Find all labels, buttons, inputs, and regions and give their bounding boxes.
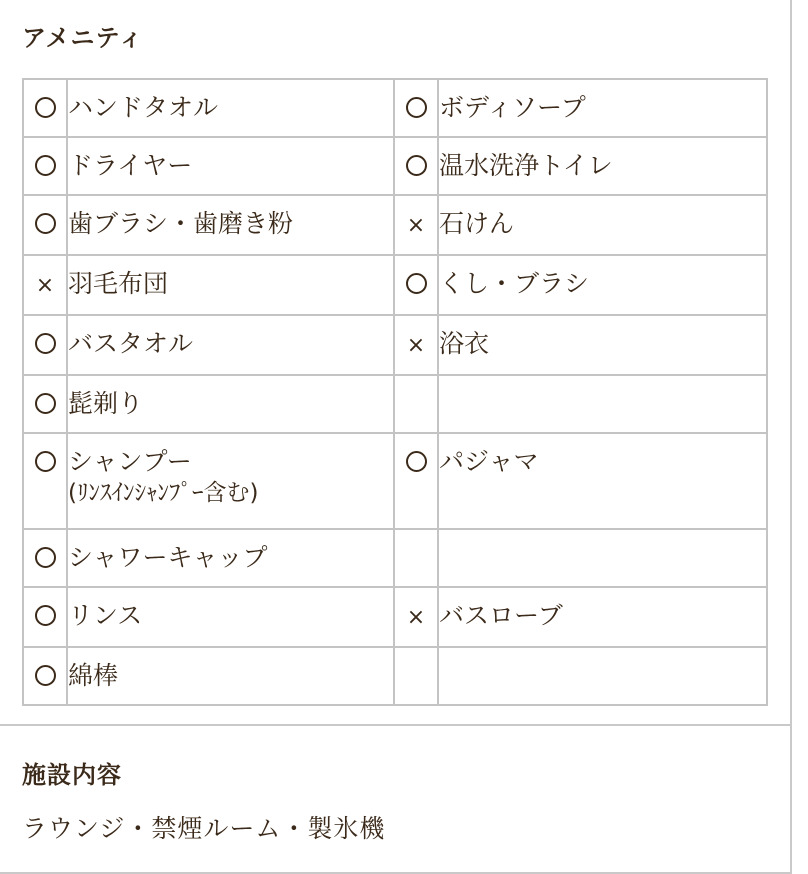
left-amenity-label (67, 137, 394, 195)
amenity-row (23, 647, 767, 705)
right-availability-mark (394, 79, 438, 137)
amenity-row (23, 195, 767, 255)
amenity-name: バスタオル (68, 329, 194, 358)
left-availability-mark (23, 137, 67, 195)
unavailable-cross-icon: × (406, 213, 426, 238)
right-amenity-label (438, 587, 767, 647)
right-amenity-label (438, 137, 767, 195)
left-availability-mark (23, 195, 67, 255)
available-circle-icon (35, 333, 56, 354)
amenity-row (23, 375, 767, 433)
right-amenity-label (438, 79, 767, 137)
left-amenity-label (67, 647, 394, 705)
amenity-name: ドライヤー (68, 151, 193, 180)
amenity-name: パジャマ (439, 447, 539, 476)
available-circle-icon (35, 451, 56, 472)
amenity-table (22, 78, 768, 706)
amenity-name: 石けん (439, 209, 515, 238)
right-availability-mark (394, 433, 438, 529)
left-amenity-label (67, 587, 394, 647)
available-circle-icon (406, 155, 427, 176)
amenity-name: ハンドタオル (68, 93, 219, 122)
amenity-name: 綿棒 (68, 661, 119, 690)
left-availability-mark (23, 79, 67, 137)
amenity-name: 髭剃り (68, 389, 144, 418)
available-circle-icon (406, 451, 427, 472)
right-amenity-label (438, 315, 767, 375)
unavailable-cross-icon: × (35, 273, 55, 298)
facility-list: ラウンジ・禁煙ルーム・製氷機 (22, 814, 386, 843)
available-circle-icon (35, 155, 56, 176)
right-availability-mark (394, 647, 438, 705)
right-availability-mark (394, 315, 438, 375)
facility-section-title: 施設内容 (22, 761, 122, 789)
left-amenity-label (67, 529, 394, 587)
unavailable-cross-icon: × (406, 333, 426, 358)
available-circle-icon (35, 547, 56, 568)
amenity-name: 歯ブラシ・歯磨き粉 (68, 209, 294, 238)
amenity-name: シャワーキャップ (68, 543, 268, 572)
left-availability-mark (23, 433, 67, 529)
amenity-section-title: アメニティ (22, 24, 144, 52)
available-circle-icon (35, 97, 56, 118)
available-circle-icon (35, 393, 56, 414)
available-circle-icon (35, 665, 56, 686)
amenity-row (23, 315, 767, 375)
left-amenity-label (67, 79, 394, 137)
left-amenity-label (67, 375, 394, 433)
left-availability-mark (23, 587, 67, 647)
right-amenity-label (438, 375, 767, 433)
available-circle-icon (406, 273, 427, 294)
amenity-name: バスローブ (439, 601, 563, 630)
amenity-row (23, 587, 767, 647)
right-availability-mark (394, 137, 438, 195)
amenity-name: 温水洗浄トイレ (439, 151, 613, 180)
right-availability-mark (394, 529, 438, 587)
available-circle-icon (35, 605, 56, 626)
available-circle-icon (35, 213, 56, 234)
right-availability-mark (394, 195, 438, 255)
amenity-name: 羽毛布団 (68, 269, 169, 298)
amenity-row (23, 255, 767, 315)
left-availability-mark (23, 529, 67, 587)
right-amenity-label (438, 529, 767, 587)
amenity-row (23, 137, 767, 195)
amenity-note: (ﾘﾝｽｲﾝｼｬﾝﾌﾟｰ含む) (68, 480, 259, 506)
left-availability-mark (23, 375, 67, 433)
right-amenity-label (438, 647, 767, 705)
left-availability-mark (23, 315, 67, 375)
left-amenity-label (67, 433, 394, 529)
right-border (790, 0, 792, 874)
available-circle-icon (406, 97, 427, 118)
right-availability-mark (394, 587, 438, 647)
left-amenity-label (67, 315, 394, 375)
left-availability-mark (23, 647, 67, 705)
right-availability-mark (394, 375, 438, 433)
amenity-row (23, 79, 767, 137)
left-amenity-label (67, 195, 394, 255)
left-availability-mark (23, 255, 67, 315)
left-amenity-label (67, 255, 394, 315)
amenity-row (23, 433, 767, 529)
amenity-name: 浴衣 (439, 329, 490, 358)
amenity-name: くし・ブラシ (439, 269, 590, 298)
section-divider (0, 724, 790, 726)
right-amenity-label (438, 433, 767, 529)
unavailable-cross-icon: × (406, 605, 426, 630)
amenity-name: シャンプー (68, 447, 192, 476)
right-amenity-label (438, 195, 767, 255)
amenity-row (23, 529, 767, 587)
amenity-name: リンス (68, 601, 143, 630)
right-availability-mark (394, 255, 438, 315)
amenity-name: ボディソープ (439, 93, 586, 122)
right-amenity-label (438, 255, 767, 315)
